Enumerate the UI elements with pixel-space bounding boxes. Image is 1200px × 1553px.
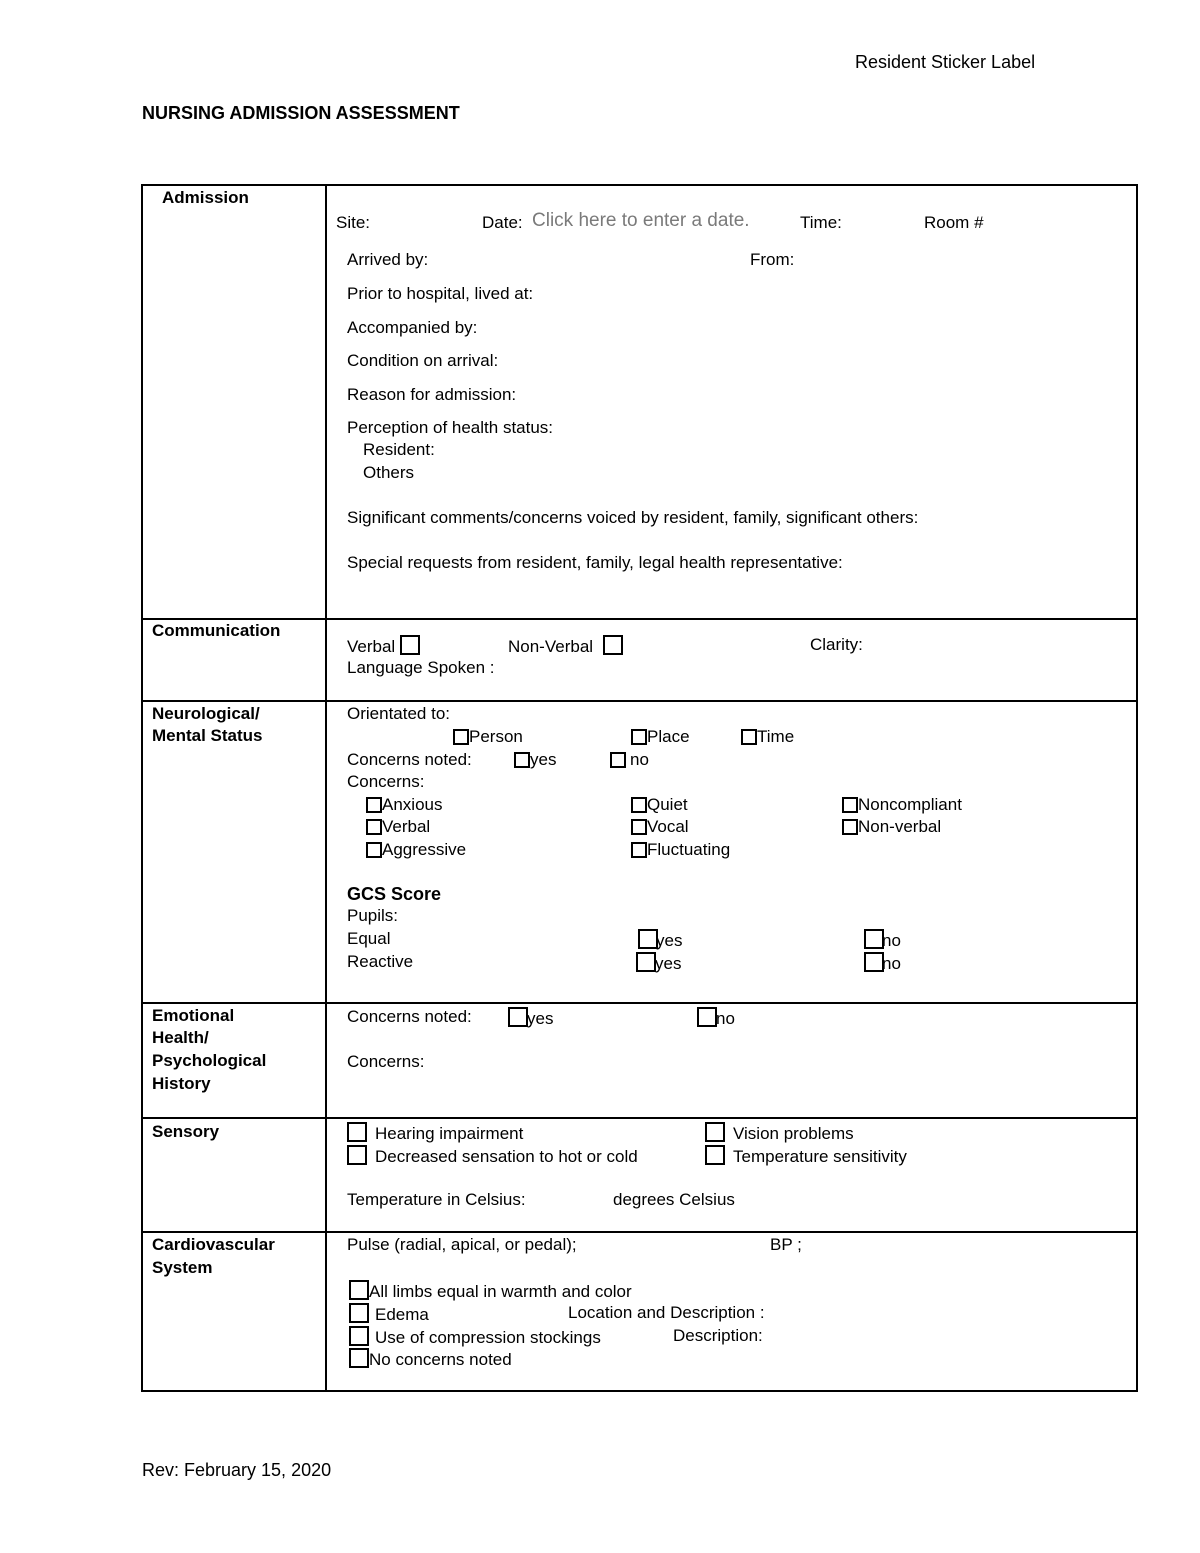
revision-date: Rev: February 15, 2020	[142, 1460, 332, 1480]
neuro-nonverbal-label: Non-verbal	[858, 817, 942, 836]
vocal-label: Vocal	[647, 817, 689, 836]
quiet-checkbox[interactable]	[631, 797, 647, 813]
edema-checkbox[interactable]	[349, 1303, 369, 1323]
special-label: Special requests from resident, family, legal health representative:	[347, 553, 843, 572]
section-label-communication: Communication	[152, 621, 281, 640]
section-label-emotional-2: Health/	[152, 1028, 209, 1047]
reactive-yes-label: yes	[655, 954, 682, 973]
section-label-cardio-2: System	[152, 1258, 213, 1277]
section-label-sensory: Sensory	[152, 1122, 220, 1141]
fluctuating-checkbox[interactable]	[631, 842, 647, 858]
emotional-concerns-noted-label: Concerns noted:	[347, 1007, 472, 1026]
perception-label: Perception of health status:	[347, 418, 554, 437]
noncompliant-checkbox[interactable]	[842, 797, 858, 813]
assessment-table	[141, 184, 1138, 1392]
page-title: NURSING ADMISSION ASSESSMENT	[142, 103, 460, 123]
place-label: Place	[647, 727, 690, 746]
reactive-no-label: no	[882, 954, 901, 973]
neuro-concerns-label: Concerns:	[347, 772, 425, 791]
person-checkbox[interactable]	[453, 729, 469, 745]
row-divider	[141, 1117, 1138, 1119]
noncompliant-option[interactable]	[842, 795, 962, 815]
section-label-neuro-1: Neurological/	[152, 704, 260, 723]
room-label: Room #	[924, 213, 984, 232]
nonverbal-checkbox[interactable]	[603, 635, 623, 655]
equal-yes-label: yes	[656, 931, 683, 950]
vocal-checkbox[interactable]	[631, 819, 647, 835]
location-label: Location and Description :	[568, 1303, 765, 1322]
others-label: Others	[363, 463, 415, 482]
gcs-score-label: GCS Score	[347, 884, 442, 904]
temp-sensitivity-checkbox[interactable]	[705, 1145, 725, 1165]
equal-yes-option[interactable]	[638, 929, 682, 951]
neuro-no-option[interactable]	[610, 750, 649, 770]
noncompliant-label: Noncompliant	[858, 795, 962, 814]
hearing-option[interactable]	[347, 1122, 523, 1144]
row-divider	[141, 1002, 1138, 1004]
temp-sensitivity-label: Temperature sensitivity	[733, 1147, 907, 1166]
degrees-label: degrees Celsius	[613, 1190, 735, 1209]
from-label: From:	[750, 250, 795, 269]
time-option-label: Time	[757, 727, 795, 746]
neuro-verbal-checkbox[interactable]	[366, 819, 382, 835]
language-label: Language Spoken :	[347, 658, 495, 677]
neuro-yes-checkbox[interactable]	[514, 752, 530, 768]
condition-label: Condition on arrival:	[347, 351, 499, 370]
equal-no-checkbox[interactable]	[864, 929, 884, 949]
verbal-label: Verbal	[347, 637, 396, 656]
no-concerns-label: No concerns noted	[369, 1350, 512, 1369]
orientated-label: Orientated to:	[347, 704, 451, 723]
decreased-label: Decreased sensation to hot or cold	[375, 1147, 638, 1166]
anxious-option[interactable]	[366, 795, 442, 815]
aggressive-option[interactable]	[366, 840, 466, 860]
pupils-label: Pupils:	[347, 906, 399, 925]
edema-option[interactable]	[349, 1303, 429, 1325]
nonverbal-option[interactable]	[508, 635, 623, 657]
aggressive-label: Aggressive	[382, 840, 467, 859]
emotional-yes-label: yes	[527, 1009, 554, 1028]
anxious-checkbox[interactable]	[366, 797, 382, 813]
emotional-no-option[interactable]	[697, 1007, 735, 1029]
emotional-concerns-label: Concerns:	[347, 1052, 425, 1071]
nonverbal-label: Non-Verbal	[508, 637, 594, 656]
hearing-checkbox[interactable]	[347, 1122, 367, 1142]
description-label: Description:	[673, 1326, 763, 1345]
compression-checkbox[interactable]	[349, 1326, 369, 1346]
section-label-neuro-2: Mental Status	[152, 726, 263, 745]
vision-checkbox[interactable]	[705, 1122, 725, 1142]
section-label-emotional-1: Emotional	[152, 1006, 235, 1025]
limbs-option[interactable]	[349, 1280, 632, 1302]
bp-label: BP ;	[770, 1235, 802, 1254]
anxious-label: Anxious	[382, 795, 443, 814]
section-label-cardio-1: Cardiovascular	[152, 1235, 275, 1254]
equal-no-label: no	[882, 931, 901, 950]
time-option[interactable]	[741, 727, 794, 747]
temp-celsius-label: Temperature in Celsius:	[347, 1190, 526, 1209]
section-label-emotional-3: Psychological	[152, 1051, 267, 1070]
quiet-option[interactable]	[631, 795, 688, 815]
vision-option[interactable]	[705, 1122, 854, 1144]
verbal-option[interactable]	[347, 635, 420, 657]
significant-label: Significant comments/concerns voiced by resident, family, significant others:	[347, 508, 919, 527]
reason-label: Reason for admission:	[347, 385, 517, 404]
compression-option[interactable]	[349, 1326, 601, 1348]
time-label: Time:	[800, 213, 842, 232]
aggressive-checkbox[interactable]	[366, 842, 382, 858]
edema-label: Edema	[375, 1305, 429, 1324]
equal-no-option[interactable]	[864, 929, 901, 951]
place-checkbox[interactable]	[631, 729, 647, 745]
neuro-concerns-noted-label: Concerns noted:	[347, 750, 472, 769]
row-divider	[141, 618, 1138, 620]
time-checkbox[interactable]	[741, 729, 757, 745]
emotional-no-checkbox[interactable]	[697, 1007, 717, 1027]
accompanied-label: Accompanied by:	[347, 318, 478, 337]
emotional-yes-checkbox[interactable]	[508, 1007, 528, 1027]
place-option[interactable]	[631, 727, 690, 747]
reactive-yes-option[interactable]	[636, 952, 681, 974]
reactive-no-option[interactable]	[864, 952, 901, 974]
compression-label: Use of compression stockings	[375, 1328, 601, 1347]
temp-sensitivity-option[interactable]	[705, 1145, 907, 1167]
row-divider	[141, 700, 1138, 702]
decreased-option[interactable]	[347, 1145, 638, 1167]
pulse-label: Pulse (radial, apical, or pedal);	[347, 1235, 577, 1254]
neuro-verbal-option[interactable]	[366, 817, 430, 837]
person-option[interactable]	[453, 727, 523, 747]
no-concerns-checkbox[interactable]	[349, 1348, 369, 1368]
decreased-checkbox[interactable]	[347, 1145, 367, 1165]
limbs-label: All limbs equal in warmth and color	[369, 1282, 632, 1301]
neuro-nonverbal-option[interactable]	[842, 817, 941, 837]
neuro-yes-label: yes	[530, 750, 557, 769]
person-label: Person	[469, 727, 523, 746]
vision-label: Vision problems	[733, 1124, 854, 1143]
fluctuating-label: Fluctuating	[647, 840, 731, 859]
fluctuating-option[interactable]	[631, 840, 730, 860]
equal-label: Equal	[347, 929, 391, 948]
column-divider	[325, 184, 327, 1392]
neuro-no-checkbox[interactable]	[610, 752, 626, 768]
emotional-yes-option[interactable]	[508, 1007, 553, 1029]
neuro-verbal-label: Verbal	[382, 817, 431, 836]
verbal-checkbox[interactable]	[400, 635, 420, 655]
prior-lived-label: Prior to hospital, lived at:	[347, 284, 534, 303]
row-divider	[141, 1231, 1138, 1233]
arrived-by-label: Arrived by:	[347, 250, 429, 269]
limbs-checkbox[interactable]	[349, 1280, 369, 1300]
hearing-label: Hearing impairment	[375, 1124, 524, 1143]
date-label: Date:	[482, 213, 523, 232]
quiet-label: Quiet	[647, 795, 688, 814]
neuro-no-label: no	[630, 750, 649, 769]
neuro-nonverbal-checkbox[interactable]	[842, 819, 858, 835]
section-label-emotional-4: History	[152, 1074, 211, 1093]
resident-label: Resident:	[363, 440, 435, 459]
no-concerns-option[interactable]	[349, 1348, 512, 1370]
sticker-label: Resident Sticker Label	[855, 52, 1036, 72]
clarity-label: Clarity:	[810, 635, 863, 654]
neuro-yes-option[interactable]	[514, 750, 556, 770]
reactive-label: Reactive	[347, 952, 414, 971]
section-label-admission: Admission	[162, 188, 249, 207]
site-label: Site:	[336, 213, 371, 232]
date-field[interactable]: Click here to enter a date.	[532, 210, 750, 231]
emotional-no-label: no	[716, 1009, 735, 1028]
reactive-no-checkbox[interactable]	[864, 952, 884, 972]
vocal-option[interactable]	[631, 817, 689, 837]
reactive-yes-checkbox[interactable]	[636, 952, 656, 972]
equal-yes-checkbox[interactable]	[638, 929, 658, 949]
